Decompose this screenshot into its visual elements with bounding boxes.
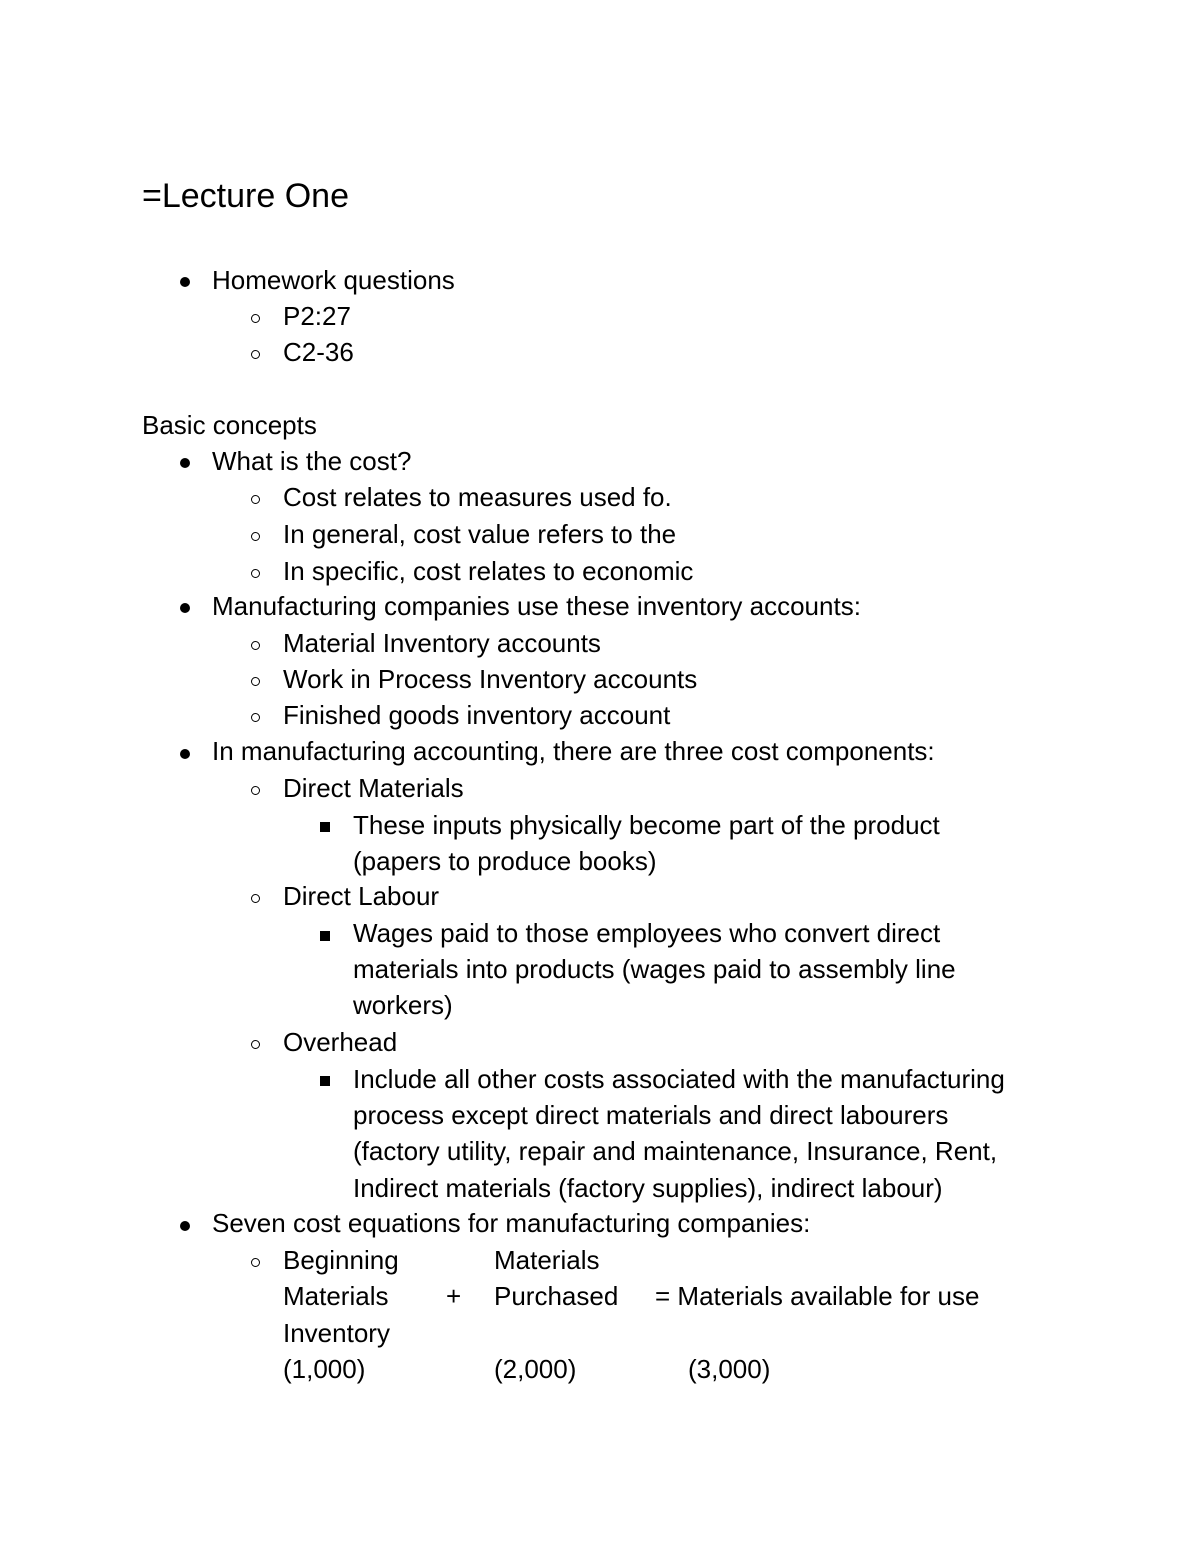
detail-line: workers) (353, 990, 453, 1020)
list-item-inventory-accounts: Manufacturing companies use these inventory accounts: (212, 591, 861, 621)
detail-line: Indirect materials (factory supplies), indirect labour) (353, 1173, 943, 1203)
bullet-circle-icon (251, 495, 260, 504)
equation-term: Purchased (494, 1281, 619, 1311)
bullet-circle-icon (251, 1258, 260, 1267)
bullet-circle-icon (251, 350, 260, 359)
bullet-square-icon (320, 822, 330, 832)
list-item-direct-materials: Direct Materials (283, 773, 464, 803)
detail-line: Include all other costs associated with the manufacturing (353, 1064, 1005, 1094)
list-item-inventory-1: Material Inventory accounts (283, 628, 601, 658)
bullet-circle-icon (251, 713, 260, 722)
detail-line: materials into products (wages paid to assembly line (353, 954, 956, 984)
bullet-disc-icon (180, 603, 190, 613)
bullet-disc-icon (180, 277, 190, 287)
list-item-homework: Homework questions (212, 265, 455, 295)
bullet-circle-icon (251, 894, 260, 903)
list-item-overhead: Overhead (283, 1027, 398, 1057)
bullet-square-icon (320, 931, 330, 941)
list-item-inventory-3: Finished goods inventory account (283, 700, 671, 730)
list-item-cost-3: In specific, cost relates to economic (283, 556, 694, 586)
bullet-circle-icon (251, 677, 260, 686)
page-title: =Lecture One (142, 177, 349, 215)
list-item-homework-1: P2:27 (283, 301, 351, 331)
bullet-circle-icon (251, 314, 260, 323)
equation-value: (3,000) (688, 1354, 771, 1384)
list-item-homework-2: C2-36 (283, 337, 354, 367)
equation-term: Beginning (283, 1245, 399, 1275)
detail-line: Wages paid to those employees who convert direct (353, 918, 941, 948)
detail-line: (factory utility, repair and maintenance, Insurance, Rent, (353, 1136, 998, 1166)
bullet-circle-icon (251, 1040, 260, 1049)
equation-value: (1,000) (283, 1354, 366, 1384)
equation-result: = Materials available for use (655, 1281, 980, 1311)
bullet-disc-icon (180, 749, 190, 759)
equation-term: Materials (494, 1245, 600, 1275)
list-item-cost-1: Cost relates to measures used fo. (283, 482, 672, 512)
bullet-disc-icon (180, 458, 190, 468)
equation-term: Inventory (283, 1318, 390, 1348)
detail-line: (papers to produce books) (353, 846, 657, 876)
equation-value: (2,000) (494, 1354, 577, 1384)
section-heading: Basic concepts (142, 410, 317, 440)
bullet-circle-icon (251, 569, 260, 578)
equation-operator: + (446, 1281, 462, 1311)
bullet-circle-icon (251, 532, 260, 541)
list-item-cost-components: In manufacturing accounting, there are three cost components: (212, 736, 935, 766)
equation-term: Materials (283, 1281, 389, 1311)
detail-line: These inputs physically become part of the product (353, 810, 940, 840)
list-item-cost-2: In general, cost value refers to the (283, 519, 677, 549)
bullet-circle-icon (251, 641, 260, 650)
bullet-disc-icon (180, 1221, 190, 1231)
list-item-direct-labour: Direct Labour (283, 881, 440, 911)
detail-line: process except direct materials and direct labourers (353, 1100, 949, 1130)
bullet-circle-icon (251, 786, 260, 795)
list-item-what-is-cost: What is the cost? (212, 446, 412, 476)
bullet-square-icon (320, 1076, 330, 1086)
list-item-cost-equations: Seven cost equations for manufacturing companies: (212, 1208, 811, 1238)
list-item-inventory-2: Work in Process Inventory accounts (283, 664, 698, 694)
